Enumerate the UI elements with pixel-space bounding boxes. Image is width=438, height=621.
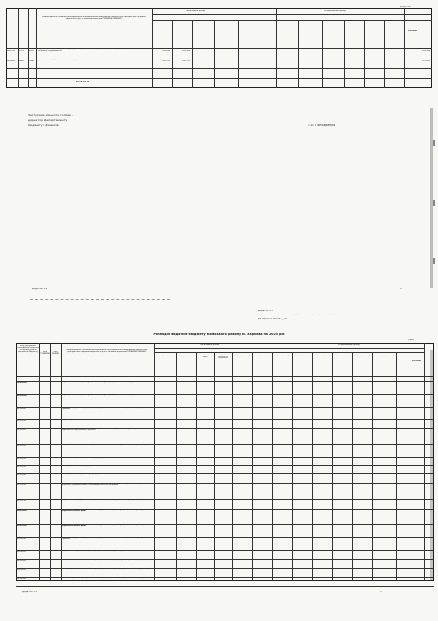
row-value: 263 259 620: [164, 395, 176, 396]
column-rule: [332, 352, 333, 581]
row-value: 147 158 039: [165, 429, 176, 430]
column-rule: [252, 352, 253, 581]
top-sum-label: ВСЬОГО: [76, 80, 90, 83]
row-tpkv: 1200: [40, 484, 45, 485]
top-head-total: РАЗОМ: [408, 30, 417, 32]
row-value: 13 000: [265, 408, 272, 409]
scan-artifact: [433, 140, 435, 146]
row-value: 150 311: [162, 59, 170, 62]
row-value: 6 102 780: [302, 395, 312, 396]
row-fkv: 1040: [29, 59, 34, 62]
row-value: 263 259 620: [184, 382, 196, 383]
row-value: 1 264 479: [205, 408, 214, 409]
annex-header: [258, 310, 434, 330]
scan-artifact: [433, 200, 435, 206]
head-tpkv: Код ТПКВКМБ: [40, 351, 50, 355]
row-value: 1 545 044: [167, 408, 176, 409]
row-value: 409 863 455: [412, 525, 424, 526]
sum-value: 447 000: [355, 80, 364, 82]
row-value: 1 554 204: [205, 484, 214, 485]
column-rule: [39, 343, 40, 581]
sum-value: 729 072 020: [417, 80, 430, 82]
row-value: 24 134 242: [222, 420, 232, 421]
top-head-special: Спеціальний фонд: [324, 9, 346, 12]
row-value: 1 812 740: [187, 484, 196, 485]
row-value: 1 545 044: [187, 408, 196, 409]
footer-left: додаток 3.3: [22, 591, 38, 593]
subhead-label: усього: [162, 355, 168, 356]
row-fkv: 1070: [51, 578, 56, 579]
column-rule: [424, 343, 425, 581]
row-value: 2 037 898: [167, 466, 176, 467]
row-tpkv: 3032: [40, 551, 45, 552]
subhead-label: з них: бюджет розвитку: [373, 355, 395, 356]
signature-line-2: директор Департаменту: [28, 119, 68, 122]
subhead-label: видатки розвитку: [354, 355, 370, 356]
sum-value: 17 946 000: [284, 80, 296, 82]
column-rule: [154, 343, 155, 581]
row-code: 0810000: [17, 525, 27, 527]
row-name: Інші програми та заходи у сфері освіти: [62, 465, 97, 467]
row-name: Компенсаційні виплати за пільговий проїзд окремих категорій громадян на залізничному транспорті: [62, 568, 151, 570]
subhead-label: оплата праці: [316, 355, 328, 356]
row-tpkv: 1160: [40, 474, 45, 475]
row-value: 4 121 135: [415, 458, 424, 459]
row-value: 2 551 700: [205, 474, 214, 475]
row-name: Компенсаційні виплати на пільговий проїзд автомобільним транспортом окремим категоріям громадян: [62, 559, 153, 561]
row-value: 19 659 225: [204, 538, 214, 539]
row-fkv: 1070: [51, 551, 56, 552]
row-value: 113 820: [168, 500, 176, 501]
row-value: 196 041 050: [185, 551, 196, 552]
row-tpkv: 1070: [40, 445, 45, 446]
page-separator: [30, 299, 170, 300]
footer-right: 5: [380, 591, 382, 593]
row-value: 28 040: [265, 474, 272, 475]
row-value: 143 204: [182, 50, 190, 52]
row-total: 143 204: [422, 50, 430, 52]
head-special-fund: Спеціальний фонд: [338, 344, 360, 346]
row-value: 1 985 634: [167, 445, 176, 446]
row-code: 0611070: [17, 445, 26, 447]
column-rule: [272, 352, 273, 581]
row-value: 7 812 300: [283, 420, 292, 421]
row-value: 196 041 050: [165, 551, 176, 552]
row-value: 96 100: [265, 458, 272, 459]
row-value: 409 863 455: [164, 510, 176, 511]
table-title: Розподіл видатків бюджету Київського району м. Харкова на 2025 рік: [153, 333, 285, 336]
sum-value: 721 786 475: [179, 80, 192, 82]
row-value: 263 259 620: [184, 395, 196, 396]
row-fkv: 1070: [51, 560, 56, 561]
row-value: 263 259 620: [164, 382, 176, 383]
subhead-label: бюджет розвитку: [274, 355, 290, 356]
column-rule: [232, 352, 233, 581]
row-value: 151 770 870: [413, 429, 424, 430]
row-value: 409 863 455: [164, 525, 176, 526]
row-value: 150 311: [182, 59, 190, 62]
row-value: 340 000: [304, 445, 312, 446]
row-value: 21 010: [365, 382, 372, 383]
annex-line-3: рік" від 20.12.2023 № ___/23: [258, 318, 288, 320]
row-name: Надання позашкільної освіти закладами позашкільної освіти, заходи із позашкільної роботи з дітьми: [62, 444, 151, 446]
row-fkv: 0990: [51, 466, 56, 467]
row-code: 0813050: [17, 578, 26, 580]
annex-line-1: Додаток 3.3: [258, 310, 273, 312]
row-value: 1 681 044: [205, 445, 214, 446]
row-value: 3 025 640: [415, 474, 424, 475]
row-code: 0810160: [17, 538, 26, 540]
row-value: 11 708 724: [281, 382, 292, 383]
row-tpkv: 3133: [19, 50, 24, 52]
subhead-label: видатки споживання: [177, 355, 195, 356]
subhead-label: з них: оплата праці: [199, 355, 211, 358]
row-name: Надання загальної середньої освіти закладами загальної середньої освіти (у т.ч. з дошкільними підрозділами (відділеннями, групами)): [62, 428, 147, 432]
row-value: 113 820: [188, 500, 196, 501]
row-value: 26 000: [285, 445, 292, 446]
row-value: 1 558 044: [415, 408, 424, 409]
row-value: 409 863 455: [412, 510, 424, 511]
row-value: 113 820: [416, 500, 424, 501]
scan-artifact: [433, 258, 435, 264]
row-value: 76 000: [265, 445, 272, 446]
row-value: 124 600: [224, 445, 232, 446]
row-value: 53 000: [325, 445, 332, 446]
sum-value: 42 524 430: [222, 80, 234, 82]
row-fkv: 0960: [51, 445, 56, 446]
row-name: Пільгове медичне обслуговування осіб, які постраждали внаслідок Чорнобильської катастрофи: [62, 577, 146, 579]
row-value: 2 037 898: [187, 466, 196, 467]
column-rule: [312, 352, 313, 581]
head-total: РАЗОМ: [412, 360, 421, 362]
row-fkv: 0921: [51, 429, 56, 430]
row-value: 12 864 831: [261, 395, 272, 396]
row-name: Управління освіти Адміністрації Київського району Харківської міської ради: [62, 394, 135, 396]
column-rule: [61, 343, 62, 581]
row-code: 0611210: [17, 500, 26, 502]
head-name: Найменування головних розпорядників, відповідальних виконавців, бюджетних програм або напрямів видатків згідно з типовою відомчою/ТПКВКМБ/ТКВКБМС: [66, 349, 148, 353]
row-code: 0610160: [17, 408, 26, 410]
row-value: 97 723: [189, 578, 196, 579]
row-value: 4 612 831: [263, 429, 272, 430]
column-rule: [214, 352, 215, 581]
row-value: 293 070: [224, 525, 232, 526]
row-tpkv: 1020: [40, 429, 45, 430]
subhead-label: видатки споживання: [293, 355, 311, 356]
row-tpkv: 3035: [40, 569, 45, 570]
row-code: 0813033: [17, 560, 26, 562]
row-fkv: 1070: [51, 569, 56, 570]
row-name: Надання освіти за рахунок субвенції з державного бюджету місцевим бюджетам на надання державної підтримки особам з особливими освітніми потребами: [62, 483, 144, 487]
row-code: 0611010: [17, 420, 26, 422]
row-value: 196 148: [224, 458, 232, 459]
row-code: 0611141: [17, 458, 26, 460]
row-value: 119 747: [224, 474, 232, 475]
row-value: 500 000: [344, 395, 352, 396]
row-tpkv: 1010: [40, 420, 45, 421]
row-tpkv: 0160: [40, 408, 45, 409]
row-value: 6 102 780: [302, 382, 312, 383]
row-name: Надання освіти за рахунок залишку коштів за субвенцією з державного бюджету місцевим бюджетам: [62, 499, 152, 501]
sum-value: 283 986 000: [199, 80, 212, 82]
row-code: 0813035: [17, 569, 26, 571]
sum-value: 447 720: [375, 80, 384, 82]
row-code: 0610000: [17, 395, 27, 397]
row-value: 109 841 000: [413, 569, 424, 570]
column-rule: [292, 352, 293, 581]
row-value: 276 124 451: [412, 382, 424, 383]
row-name: Забезпечення діяльності інших закладів у сфері освіти: [62, 457, 110, 459]
page-mark-left: Додаток 3.2: [32, 288, 48, 290]
subhead-label: усього: [259, 355, 265, 356]
row-value: 4 025 035: [187, 458, 196, 459]
head-general-fund: Загальний фонд: [200, 344, 220, 346]
signature-line-3: бюджету і фінансів: [28, 124, 59, 127]
row-code: 0613400: [6, 59, 15, 62]
row-fkv: 0990: [51, 474, 56, 475]
row-code: 0800000: [17, 510, 27, 512]
row-value: 122 085 791: [203, 429, 214, 430]
row-code: 0612700: [6, 50, 15, 52]
column-rule: [176, 352, 177, 581]
page-mark-right: 3: [400, 288, 402, 290]
row-fkv: 0111: [51, 538, 56, 539]
row-total: 101 061: [422, 59, 430, 62]
row-value: 3 740 424: [283, 429, 292, 430]
row-code: 0813032: [17, 551, 26, 553]
row-value: 26 131 000: [414, 560, 424, 561]
row-name: Надання пільг окремим категоріям громадян з оплати послуг зв'язку: [62, 550, 123, 552]
row-value: 98 567: [225, 408, 232, 409]
row-value: 143 204: [162, 50, 170, 52]
row-value: 23 975 174: [186, 538, 196, 539]
row-value: 85 133 900: [204, 420, 214, 421]
sum-value: 673 944: [333, 80, 342, 82]
sum-value: 721 786 475: [159, 80, 172, 82]
row-value: 3 562 474: [205, 458, 214, 459]
subhead-label: комунальні послуги: [333, 355, 351, 356]
signature-line-1: Заступник міського голови –: [28, 114, 74, 117]
column-rule: [352, 352, 353, 581]
row-value: 293 070: [224, 510, 232, 511]
row-value: 12 864 831: [261, 382, 272, 383]
row-code: 0611142: [17, 466, 26, 468]
row-value: 97 723: [417, 578, 424, 579]
row-value: 26 131 000: [186, 560, 196, 561]
column-rule: [50, 343, 51, 581]
row-fkv: 0990: [51, 500, 56, 501]
row-tpkv: 3400: [19, 59, 24, 62]
row-code: 0611200: [17, 484, 26, 486]
row-fkv: 0990: [51, 484, 56, 485]
annex-line-2: до рішення 10 сесії Харківської міської ради 8 скликання "Про бюджет міста Харкова на 2024: [258, 314, 346, 315]
row-value: 22 357 720: [222, 429, 232, 430]
row-code: 0611160: [17, 474, 26, 476]
row-value: 116 985 631: [413, 420, 424, 421]
budget-table: [16, 343, 434, 581]
row-value: 2 997 600: [187, 474, 196, 475]
row-value: 276 124 451: [412, 395, 424, 396]
row-value: 1 812 740: [415, 484, 424, 485]
row-value: 4 025 035: [167, 458, 176, 459]
table-units: (грн): [408, 339, 414, 341]
row-code: 0611020: [17, 429, 26, 431]
row-name: Керівництво і управління у відповідній сфері у містах (місті Києві), селищах, селах, територіальних громадах: [62, 407, 149, 411]
sum-value: 171 804 064: [305, 80, 318, 82]
row-code: 0600000: [17, 382, 27, 384]
head-fkv: Код ФКВКБ: [52, 351, 59, 355]
row-value: 97 723: [169, 578, 176, 579]
row-value: 2 997 600: [167, 474, 176, 475]
row-value: 109 841 000: [185, 569, 196, 570]
top-head-title: Найменування головних розпорядників, відповідальних виконавців, бюджетних програм або напрямів видатків згідно з типовою відомчою/ТПКВКМБ/ТКВКБМС: [42, 16, 146, 20]
row-value: 13 000: [345, 408, 352, 409]
row-name: Управління праці та соціального захисту населення Адміністрації Київського району Харківської міської ради: [62, 524, 144, 528]
subhead-label: комунальні послуги та енергоносії: [218, 355, 228, 360]
scan-artifact: [430, 350, 433, 580]
row-tpkv: 1142: [40, 466, 45, 467]
row-name: Надання фінансової підтримки громадським організаціям ветеранів і осіб з інвалідністю, діяльність яких має соціальну спрямованість: [38, 49, 143, 52]
row-value: 1 985 634: [187, 445, 196, 446]
signatory-name: Т.Л. Гончаренко: [308, 124, 336, 127]
column-rule: [372, 352, 373, 581]
row-value: 209 100: [284, 474, 292, 475]
row-name: Інші заходи в сфері соціального захисту і соціального забезпечення: [38, 58, 104, 60]
row-value: 147 158 039: [185, 429, 196, 430]
row-value: 21 774: [345, 429, 352, 430]
row-value: 2 061 634: [415, 445, 424, 446]
row-tpkv: 3033: [40, 560, 45, 561]
row-value: 8 061 000: [263, 420, 272, 421]
signature-block: [28, 114, 358, 138]
top-head-general: Загальний фонд: [186, 9, 206, 12]
subhead-label: видатки розвитку: [234, 355, 250, 356]
row-value: 23 975 174: [166, 538, 176, 539]
row-name: Надання дошкільної освіти: [62, 419, 86, 421]
row-value: 215 158 170: [202, 395, 214, 396]
row-value: 2 037 898: [415, 466, 424, 467]
row-value: 13 000: [365, 408, 372, 409]
row-tpkv: 1210: [40, 500, 45, 501]
row-fkv: 0910: [51, 420, 56, 421]
row-value: 21 010: [365, 395, 372, 396]
row-value: 196 041 050: [413, 551, 424, 552]
row-value: 11 708 724: [281, 395, 292, 396]
row-value: 6 102 780: [303, 429, 312, 430]
row-value: 23 975 174: [414, 538, 424, 539]
row-value: 22 199 810: [203, 525, 214, 526]
row-value: 26 131 000: [166, 560, 176, 561]
row-fkv: 0111: [51, 408, 56, 409]
row-value: 616 000: [324, 395, 332, 396]
column-rule: [396, 352, 397, 581]
row-value: 1 812 740: [167, 484, 176, 485]
head-code: Код програмної класифікації видатків та кредитування місцевого бюджету: [17, 345, 39, 353]
row-value: 48 021 220: [221, 395, 232, 396]
row-name: Інші програми, заклади та заходи у сфері освіти: [62, 473, 105, 475]
row-fkv: 0990: [51, 458, 56, 459]
column-rule: [196, 352, 197, 581]
row-value: 64 152: [305, 474, 312, 475]
row-value: 22 199 810: [203, 510, 214, 511]
row-tpkv: 1141: [40, 458, 45, 459]
row-value: 109 841 000: [165, 569, 176, 570]
row-name: Управління праці та соціального захисту населення Адміністрації Київського району Харківської міської ради: [62, 509, 144, 513]
row-value: 409 863 455: [184, 525, 196, 526]
row-value: 215 158 170: [202, 382, 214, 383]
row-name: Керівництво і управління у відповідній сфері у містах (місті Києві), селищах, селах, територіальних громадах: [62, 537, 149, 541]
row-value: 409 863 455: [184, 510, 196, 511]
row-value: 616 000: [324, 382, 332, 383]
row-tpkv: 0160: [40, 538, 45, 539]
row-value: 603 000: [324, 429, 332, 430]
row-fkv: 0610: [29, 50, 34, 52]
row-name: Управління освіти Адміністрації Київського району Харківської міської ради: [62, 381, 135, 383]
row-value: 48 021 220: [221, 382, 232, 383]
row-value: 108 924 631: [165, 420, 176, 421]
top-corner-label: Додаток: [400, 6, 411, 8]
row-value: 108 924 631: [185, 420, 196, 421]
row-value: 500 000: [344, 382, 352, 383]
row-tpkv: 3050: [40, 578, 45, 579]
top-table: [6, 8, 432, 88]
row-rule: [16, 586, 434, 587]
